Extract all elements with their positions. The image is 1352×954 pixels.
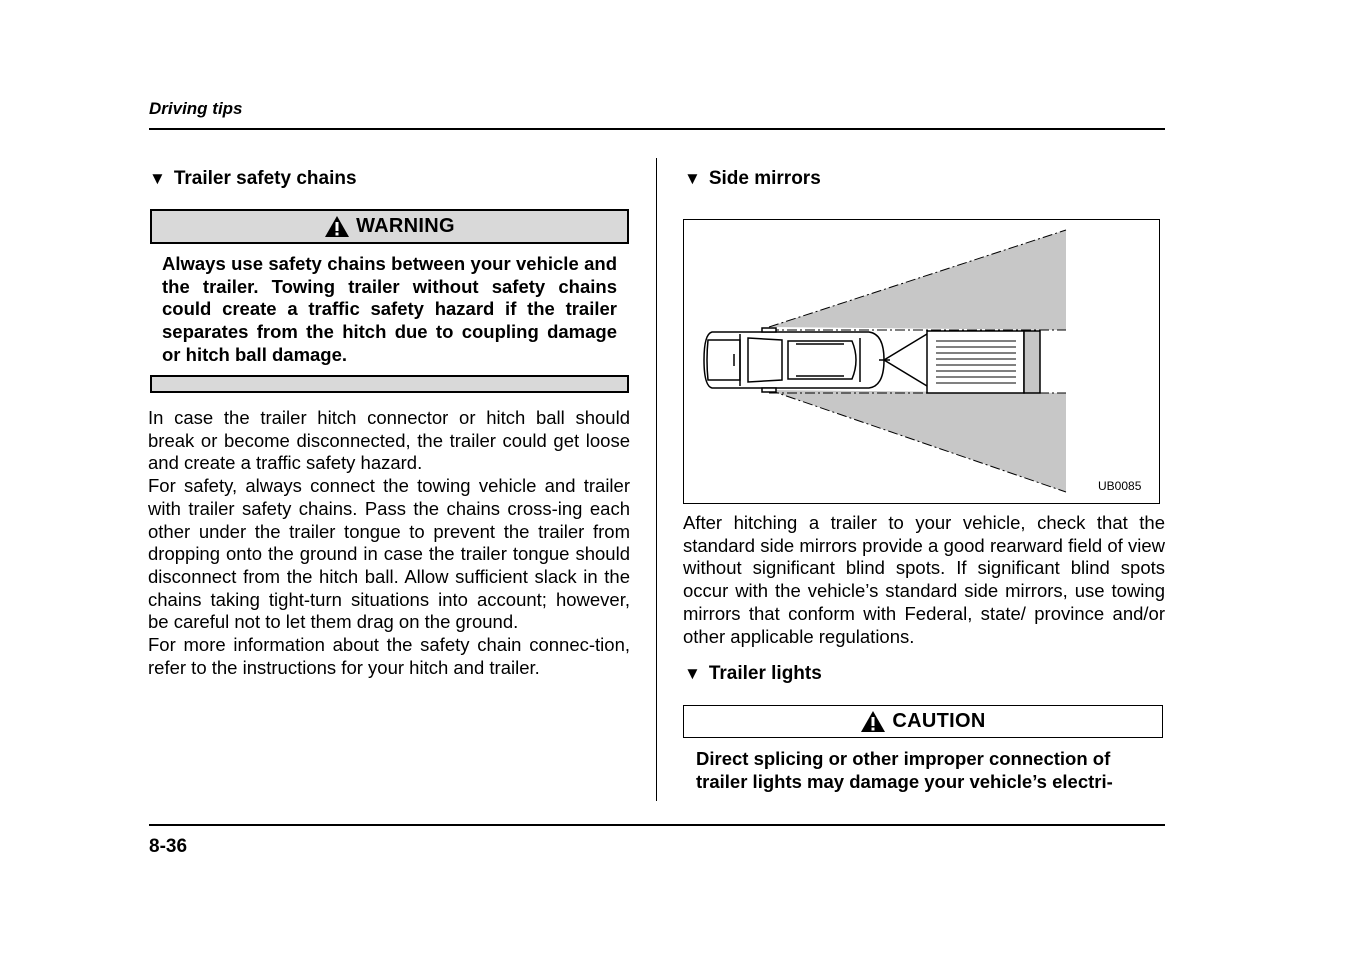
heading-trailer-safety-chains: ▼ Trailer safety chains (149, 168, 357, 189)
column-divider (656, 158, 657, 801)
heading-side-mirrors: ▼ Side mirrors (684, 168, 821, 189)
mirror-field-of-view-diagram (684, 220, 1159, 503)
footer-rule (149, 824, 1165, 826)
car-top-view (704, 328, 884, 392)
page-number: 8-36 (149, 836, 188, 857)
caution-banner (683, 705, 1163, 738)
side-mirror-view-illustration (683, 219, 1160, 504)
caution-label: CAUTION (892, 710, 986, 732)
heading-trailer-lights: ▼ Trailer lights (684, 663, 822, 684)
warning-label: WARNING (356, 215, 455, 237)
warning-end-bar (150, 375, 629, 393)
paragraph: For safety, always connect the towing vehicle and trailer with trailer safety chains. Pass the chains cross-ing each other under the trailer tongue to prevent the trailer from dropping onto the ground in case the trailer tongue should disconnect from the hitch ball. Allow sufficient slack in the chains taking tight-turn situations into account; however, be careful not to let them drag on the ground. (148, 475, 630, 633)
warning-banner (150, 209, 629, 244)
paragraph: For more information about the safety chain connec-tion, refer to the instructions for your hitch and trailer. (148, 634, 630, 678)
triangle-bullet-icon: ▼ (684, 664, 701, 683)
triangle-bullet-icon: ▼ (149, 169, 166, 188)
warning-icon (324, 215, 350, 238)
paragraph: In case the trailer hitch connector or hitch ball should break or become disconnected, the trailer could get loose and create a traffic safety hazard. (148, 407, 630, 474)
warning-text: Always use safety chains between your vehicle and the trailer. Towing trailer without safety chains could create a traffic safety hazard if the trailer separates from the hitch due to coupling damage or hitch ball damage. (162, 253, 617, 365)
side-mirrors-body: After hitching a trailer to your vehicle, check that the standard side mirrors provide a good rearward field of view without significant blind spots. If significant blind spots occur with the vehicle’s standard side mirrors, use towing mirrors that conform with Federal, state/ province and/or other applicable regulations. (683, 512, 1165, 647)
safety-chains-body (148, 407, 630, 679)
triangle-bullet-icon: ▼ (684, 169, 701, 188)
caution-text: Direct splicing or other improper connection of trailer lights may damage your vehicle’s electri- (696, 748, 1113, 792)
trailer-top-view (927, 331, 1040, 393)
header-rule (149, 128, 1165, 130)
running-header: Driving tips (149, 99, 243, 118)
caution-icon (860, 710, 886, 733)
trailer-tongue (879, 334, 927, 386)
figure-code: UB0085 (1098, 479, 1142, 493)
